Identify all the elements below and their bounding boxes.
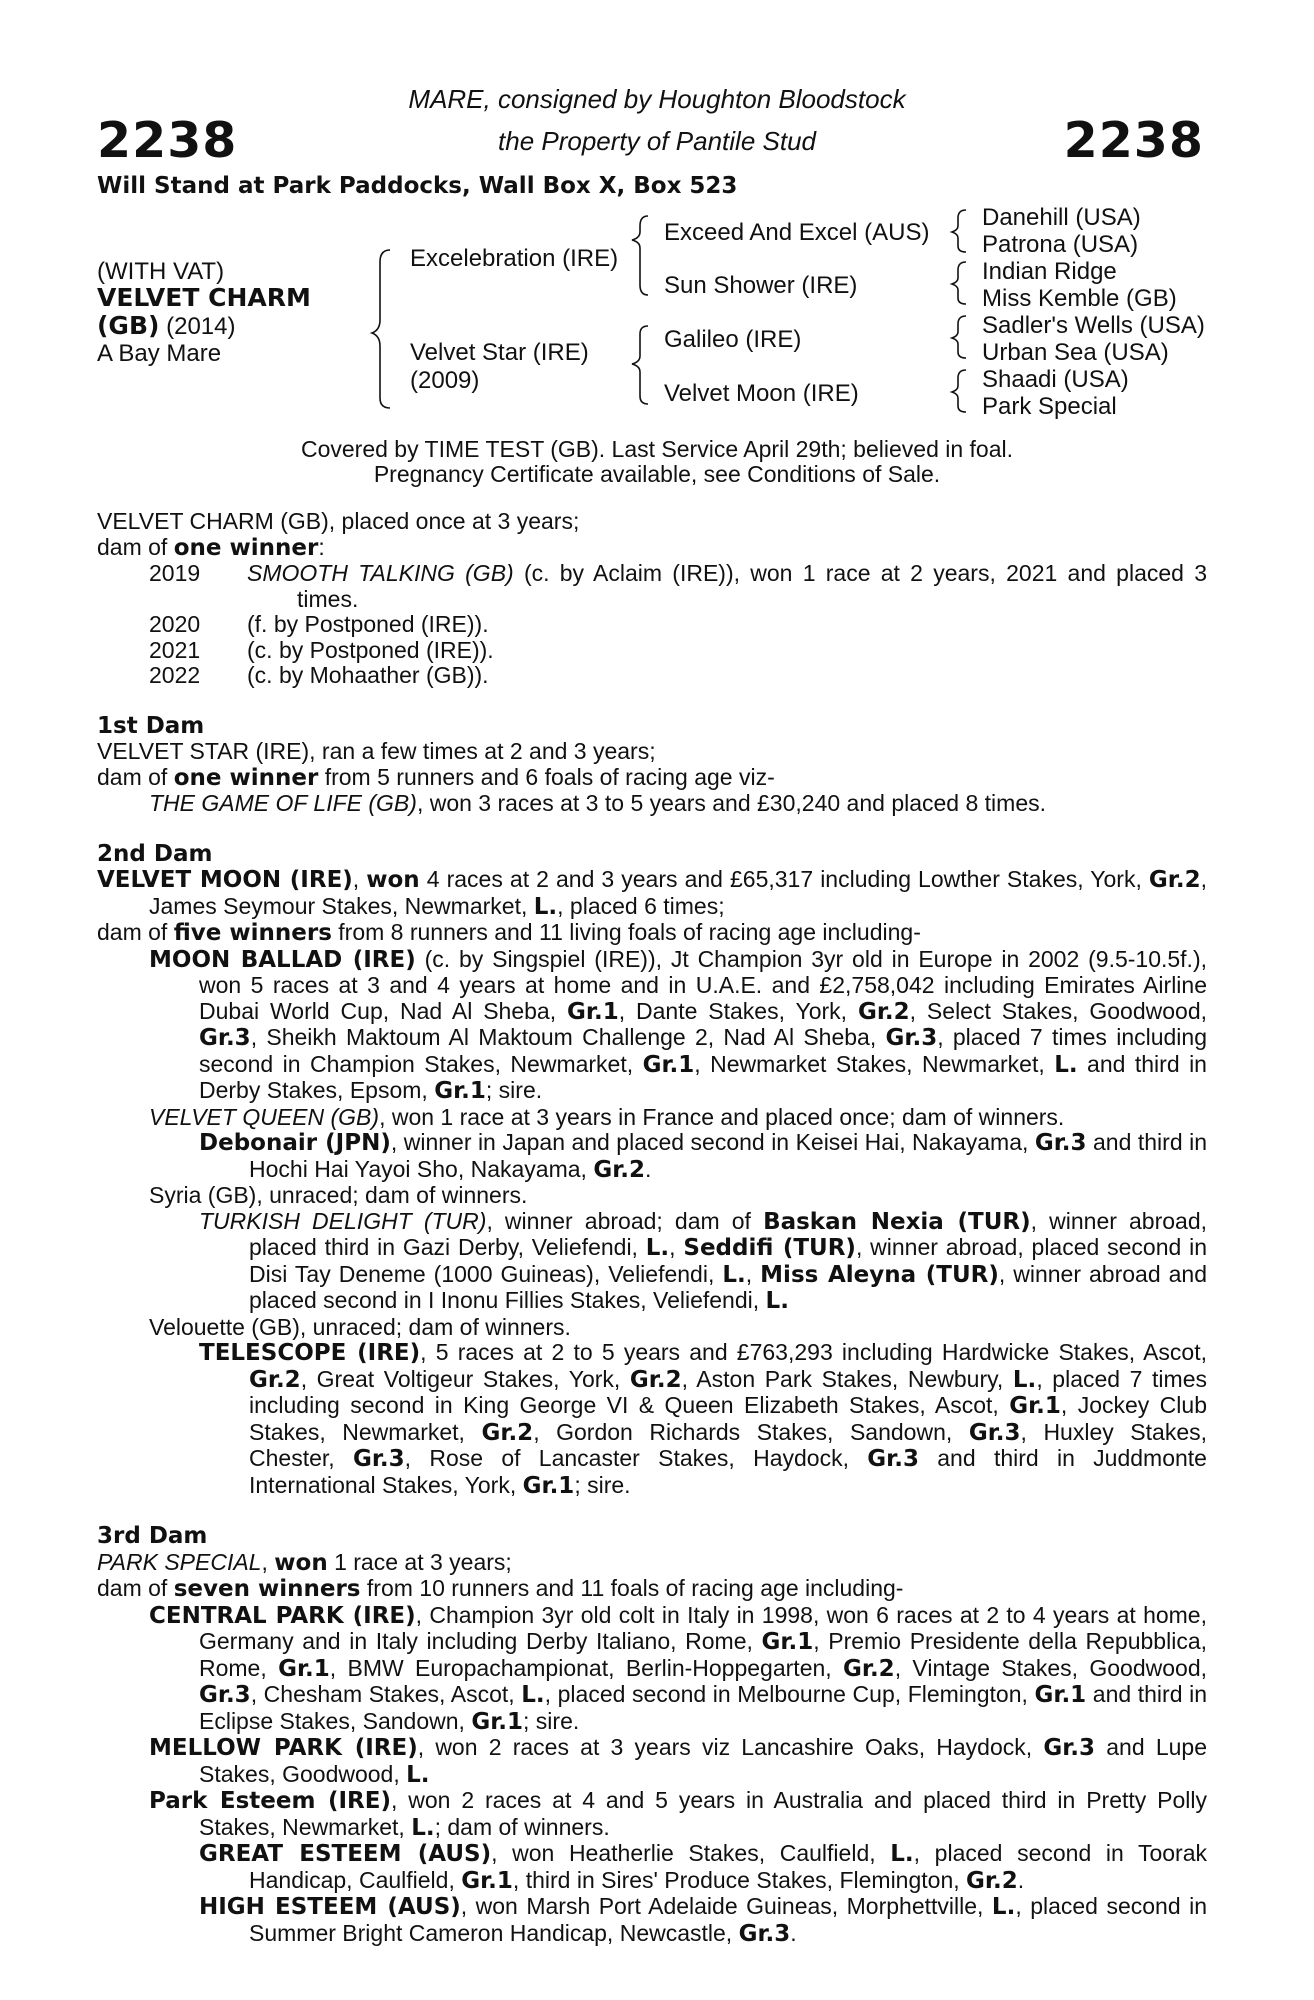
grade: Gr.1 — [567, 998, 619, 1025]
brace-main — [372, 250, 390, 408]
text: and Lupe Stakes, Goodwood, — [199, 1734, 1207, 1787]
grade: Gr.3 — [1043, 1735, 1096, 1761]
grade: Gr.1 — [471, 1708, 524, 1735]
text: from 5 runners and 6 foals of racing age viz- — [318, 763, 775, 790]
horse-name: VELVET MOON (IRE) — [97, 867, 353, 893]
pedigree-dam-sire: Galileo (IRE) — [664, 326, 802, 353]
winner-count: five winners — [173, 920, 332, 946]
property-line: the Property of Pantile Stud — [498, 126, 816, 156]
pedigree-dam: Velvet Star (IRE) — [410, 339, 589, 366]
text: ; sire. — [523, 1707, 580, 1734]
text: , winner abroad; dam of — [486, 1207, 764, 1234]
pedigree-dds: Shaadi (USA) — [982, 366, 1129, 393]
grade: Gr.1 — [1009, 1393, 1061, 1419]
text: dam of — [97, 1575, 174, 1601]
text: . — [645, 1155, 652, 1182]
text: , Select Stakes, Goodwood, — [909, 997, 1208, 1024]
horse-name: HIGH ESTEEM (AUS) — [199, 1894, 461, 1920]
horse-name: Seddifi (TUR) — [683, 1235, 856, 1261]
horse-name: TELESCOPE (IRE) — [199, 1340, 421, 1366]
horse-description: A Bay Mare — [97, 340, 222, 367]
horse-country: (GB) — [97, 311, 160, 340]
text: , winner abroad and placed second in I Inonu Fillies Stakes, Veliefendi, — [249, 1260, 1207, 1313]
progeny-high-esteem — [97, 1894, 1207, 1947]
horse-name: PARK SPECIAL — [97, 1548, 262, 1575]
pedigree-ddd: Park Special — [982, 393, 1117, 420]
horse-name: VELVET CHARM — [97, 283, 311, 312]
produce-row — [97, 561, 1207, 612]
text: (c. by Aclaim (IRE)), won 1 race at 2 years, 2021 and placed 3 times. — [297, 560, 1207, 612]
pedigree-dss: Sadler's Wells (USA) — [982, 312, 1205, 339]
text: , — [669, 1234, 684, 1260]
text: , Sheikh Maktoum Al Maktoum Challenge 2, Nad Al Sheba, — [250, 1024, 886, 1050]
winner-count: seven winners — [173, 1576, 361, 1602]
grade: Gr.1 — [642, 1051, 695, 1078]
grade: L. — [1012, 1366, 1037, 1393]
text: . — [1017, 1866, 1025, 1893]
grade: Gr.2 — [593, 1156, 646, 1183]
text: , Champion 3yr old colt in Italy in 1998, won 6 races at 2 to 4 years at home, Germany and in Italy including Derby Italiano, Rome, — [199, 1601, 1207, 1654]
spacer — [97, 1499, 1207, 1524]
text: , Chesham Stakes, Ascot, — [250, 1681, 522, 1707]
horse-name: CENTRAL PARK (IRE) — [149, 1602, 416, 1629]
progeny-great-esteem — [97, 1841, 1207, 1894]
grade: Gr.1 — [1034, 1682, 1087, 1708]
text: from 10 runners and 11 foals of racing age including- — [360, 1575, 904, 1601]
grade: Gr.3 — [352, 1446, 405, 1472]
text: and third in Eclipse Stakes, Sandown, — [199, 1681, 1207, 1734]
text: , third in Sires' Produce Stakes, Flemington, — [512, 1866, 967, 1893]
grade: Gr.3 — [199, 1025, 251, 1051]
progeny-park-esteem — [97, 1788, 1207, 1841]
text: , Premio Presidente della Repubblica, Rome, — [199, 1628, 1208, 1681]
dam3-damof — [97, 1576, 1207, 1603]
dam2-damof — [97, 920, 1207, 947]
text: , James Seymour Stakes, Newmarket, — [149, 866, 1207, 919]
catalogue-body — [97, 509, 1207, 1947]
lot-number-left: 2238 — [97, 112, 238, 169]
text: dam of — [97, 763, 174, 790]
text: and third in Derby Stakes, Epsom, — [199, 1050, 1207, 1103]
horse-year: (2014) — [166, 313, 236, 340]
brace-galileo — [952, 316, 966, 358]
text: . — [790, 1919, 797, 1946]
text: , won 3 races at 3 to 5 years and £30,240 and placed 8 times. — [416, 790, 1047, 816]
grade: Gr.2 — [629, 1366, 682, 1393]
text: ; sire. — [485, 1077, 543, 1103]
text: from 8 runners and 11 living foals of racing age including- — [331, 919, 921, 945]
produce-text: (c. by Postponed (IRE)). — [247, 636, 494, 663]
horse-name: TURKISH DELIGHT (TUR) — [199, 1207, 487, 1234]
grade: Gr.2 — [1148, 867, 1201, 893]
grade: L. — [533, 893, 558, 920]
pedigree-sdd: Miss Kemble (GB) — [982, 285, 1177, 312]
grade: Gr.2 — [249, 1366, 301, 1393]
produce-year: 2022 — [149, 662, 201, 688]
text: , 5 races at 2 to 5 years and £763,293 including Hardwicke Stakes, Ascot, — [420, 1339, 1207, 1365]
pedigree-sire: Excelebration (IRE) — [410, 245, 619, 272]
grade: L. — [411, 1814, 435, 1841]
text: 4 races at 2 and 3 years and £65,317 including Lowther Stakes, York, — [419, 866, 1149, 892]
grade: Gr.1 — [434, 1078, 486, 1104]
text: , winner abroad, placed second in Disi Tay Deneme (1000 Guineas), Veliefendi, — [249, 1234, 1207, 1287]
spacer — [97, 689, 1207, 714]
progeny-velvet-queen — [97, 1105, 1207, 1131]
winner-count: one winner — [173, 534, 319, 561]
horse-name: GREAT ESTEEM (AUS) — [199, 1841, 492, 1867]
text: , won 1 race at 3 years in France and placed once; dam of winners. — [379, 1103, 1065, 1130]
text: , — [745, 1260, 761, 1287]
produce-text: (c. by Mohaather (GB)). — [247, 662, 489, 688]
text: and third in Hochi Hai Yayoi Sho, Nakayama, — [249, 1129, 1207, 1182]
winner-count: one winner — [173, 764, 319, 791]
produce-name: SMOOTH TALKING (GB) — [247, 560, 514, 586]
grade: L. — [1054, 1051, 1078, 1078]
dam1-damof — [97, 765, 1207, 792]
progeny-telescope — [97, 1340, 1207, 1499]
produce-year: 2021 — [149, 636, 201, 663]
produce-year: 2019 — [149, 560, 201, 586]
pregnancy-line: Pregnancy Certificate available, see Conditions of Sale. — [373, 461, 941, 487]
grade: L. — [765, 1288, 789, 1314]
grade: L. — [645, 1235, 670, 1261]
brace-sunshower — [952, 262, 966, 304]
section-heading-3rd-dam: 3rd Dam — [97, 1523, 208, 1549]
text: , Huxley Stakes, Chester, — [249, 1418, 1207, 1471]
grade: L. — [991, 1894, 1016, 1920]
text: , Great Voltigeur Stakes, York, — [300, 1365, 630, 1392]
dam2-velvet-moon: VELVET MOON (IRE), won 4 races at 2 and 3 years and £65,317 including Lowther Stakes, York, Gr.2, James Seymour Stakes, Newmarket, L., placed 6 times; — [97, 866, 1207, 920]
text: dam of — [97, 533, 174, 560]
text: , Jockey Club Stakes, Newmarket, — [249, 1392, 1207, 1445]
produce-text: (f. by Postponed (IRE)). — [247, 611, 489, 637]
text: , won Marsh Port Adelaide Guineas, Morphettville, — [460, 1893, 992, 1919]
pedigree-dam-dam: Velvet Moon (IRE) — [664, 380, 859, 407]
brace-exceed — [952, 210, 966, 252]
pedigree-sire-sire: Exceed And Excel (AUS) — [664, 219, 930, 246]
won-label: won — [366, 867, 420, 893]
section-heading-1st-dam: 1st Dam — [97, 712, 205, 739]
text: , Newmarket Stakes, Newmarket, — [694, 1050, 1055, 1077]
dam1-progeny — [97, 791, 1207, 817]
progeny-central-park — [97, 1603, 1207, 1736]
consignment-line: MARE, consigned by Houghton Bloodstock — [408, 84, 906, 114]
horse-name: Debonair (JPN) — [199, 1130, 391, 1156]
grade: Gr.2 — [966, 1867, 1018, 1894]
grade: L. — [722, 1261, 746, 1288]
brace-dam — [632, 326, 648, 404]
text: ; dam of winners. — [434, 1813, 610, 1840]
grade: Gr.3 — [867, 1446, 919, 1472]
text: : — [318, 533, 325, 560]
progeny-moon-ballad — [97, 947, 1207, 1105]
horse-name: Miss Aleyna (TUR) — [760, 1261, 999, 1288]
spacer — [97, 817, 1207, 842]
horse-name: VELVET QUEEN (GB) — [149, 1103, 380, 1130]
text: , placed second in Toorak Handicap, Caulfield, — [249, 1840, 1207, 1893]
produce-damof — [97, 535, 1207, 562]
brace-velvetmoon — [952, 370, 966, 412]
text: , Vintage Stakes, Goodwood, — [894, 1654, 1208, 1681]
produce-intro: VELVET CHARM (GB), placed once at 3 years; — [97, 508, 580, 534]
progeny-velouette: Velouette (GB), unraced; dam of winners. — [149, 1313, 571, 1340]
text: , winner abroad, placed third in Gazi Derby, Veliefendi, — [249, 1207, 1208, 1260]
pedigree-dam-year: (2009) — [410, 367, 480, 394]
text: , won 2 races at 3 years viz Lancashire Oaks, Haydock, — [417, 1734, 1044, 1760]
grade: Gr.1 — [761, 1629, 814, 1655]
text: , placed 6 times; — [557, 892, 725, 919]
text: , Gordon Richards Stakes, Sandown, — [533, 1418, 969, 1445]
text: , won Heatherlie Stakes, Caulfield, — [491, 1840, 891, 1866]
text: (c. by Singspiel (IRE)), Jt Champion 3yr old in Europe in 2002 (9.5-10.5f.), won 5 races at 3 and 4 years at home and in U.A.E. and £2,758,042 including Emirates Airline Dubai World Cup, Nad Al Sheba, — [199, 945, 1207, 1024]
dam3-park-special — [97, 1550, 1207, 1577]
text: and third in Juddmonte International Stakes, York, — [249, 1445, 1207, 1498]
text: , Rose of Lancaster Stakes, Haydock, — [404, 1445, 868, 1471]
horse-name: Baskan Nexia (TUR) — [763, 1208, 1031, 1235]
grade: Gr.2 — [857, 998, 910, 1025]
produce-text — [247, 561, 1207, 612]
text: , placed second in Melbourne Cup, Flemington, — [544, 1681, 1035, 1707]
text: , BMW Europachampionat, Berlin-Hoppegarten, — [329, 1654, 843, 1681]
grade: L. — [890, 1841, 914, 1867]
grade: Gr.3 — [968, 1419, 1021, 1446]
progeny-mellow-park — [97, 1735, 1207, 1788]
progeny-turkish-delight — [97, 1209, 1207, 1315]
horse-name: MELLOW PARK (IRE) — [149, 1735, 418, 1761]
produce-row — [97, 638, 1207, 664]
vat-label: (WITH VAT) — [97, 258, 225, 285]
pedigree-sds: Indian Ridge — [982, 258, 1117, 285]
text: 1 race at 3 years; — [327, 1548, 512, 1575]
pedigree-dsd: Urban Sea (USA) — [982, 339, 1169, 366]
produce-row — [97, 663, 1207, 689]
text: , Aston Park Stakes, Newbury, — [681, 1365, 1013, 1392]
won-label: won — [274, 1549, 328, 1576]
lot-number-right: 2238 — [1063, 112, 1204, 169]
stand-location: Will Stand at Park Paddocks, Wall Box X, Box 523 — [97, 173, 738, 199]
covered-line: Covered by TIME TEST (GB). Last Service April 29th; believed in foal. — [300, 436, 1014, 462]
grade: Gr.1 — [522, 1472, 575, 1499]
grade: Gr.2 — [843, 1655, 895, 1682]
progeny-syria: Syria (GB), unraced; dam of winners. — [149, 1182, 528, 1208]
grade: Gr.3 — [199, 1682, 251, 1708]
text: ; sire. — [574, 1471, 631, 1498]
text: , — [261, 1548, 275, 1575]
grade: Gr.3 — [885, 1025, 938, 1051]
text: dam of — [97, 919, 174, 945]
grade: Gr.1 — [461, 1867, 513, 1894]
produce-year: 2020 — [149, 611, 201, 637]
pedigree-ssd: Patrona (USA) — [982, 231, 1139, 258]
text: , winner in Japan and placed second in Keisei Hai, Nakayama, — [390, 1129, 1035, 1155]
horse-name: THE GAME OF LIFE (GB) — [149, 790, 417, 816]
grade: Gr.2 — [481, 1419, 534, 1446]
progeny-debonair — [97, 1130, 1207, 1183]
text: , Dante Stakes, York, — [618, 997, 858, 1024]
horse-name: Park Esteem (IRE) — [149, 1788, 391, 1814]
grade: Gr.1 — [278, 1655, 330, 1682]
text: , placed 7 times including second in Champion Stakes, Newmarket, — [199, 1024, 1207, 1077]
grade: L. — [406, 1761, 430, 1788]
text: , won 2 races at 4 and 5 years in Australia and placed third in Pretty Polly Stakes, Newmarket, — [199, 1787, 1208, 1840]
pedigree-sss: Danehill (USA) — [982, 204, 1141, 231]
pedigree-sire-dam: Sun Shower (IRE) — [664, 272, 858, 299]
horse-name: MOON BALLAD (IRE) — [149, 946, 416, 973]
grade: L. — [521, 1682, 545, 1708]
grade: Gr.3 — [1034, 1130, 1087, 1156]
section-heading-2nd-dam: 2nd Dam — [97, 840, 213, 867]
text: , placed second in Summer Bright Cameron Handicap, Newcastle, — [249, 1893, 1208, 1946]
grade: Gr.3 — [738, 1920, 791, 1947]
text: , placed 7 times including second in King George VI & Queen Elizabeth Stakes, Ascot, — [249, 1365, 1207, 1418]
produce-row — [97, 612, 1207, 638]
brace-sire — [632, 216, 648, 295]
dam1-line: VELVET STAR (IRE), ran a few times at 2 and 3 years; — [97, 738, 656, 764]
